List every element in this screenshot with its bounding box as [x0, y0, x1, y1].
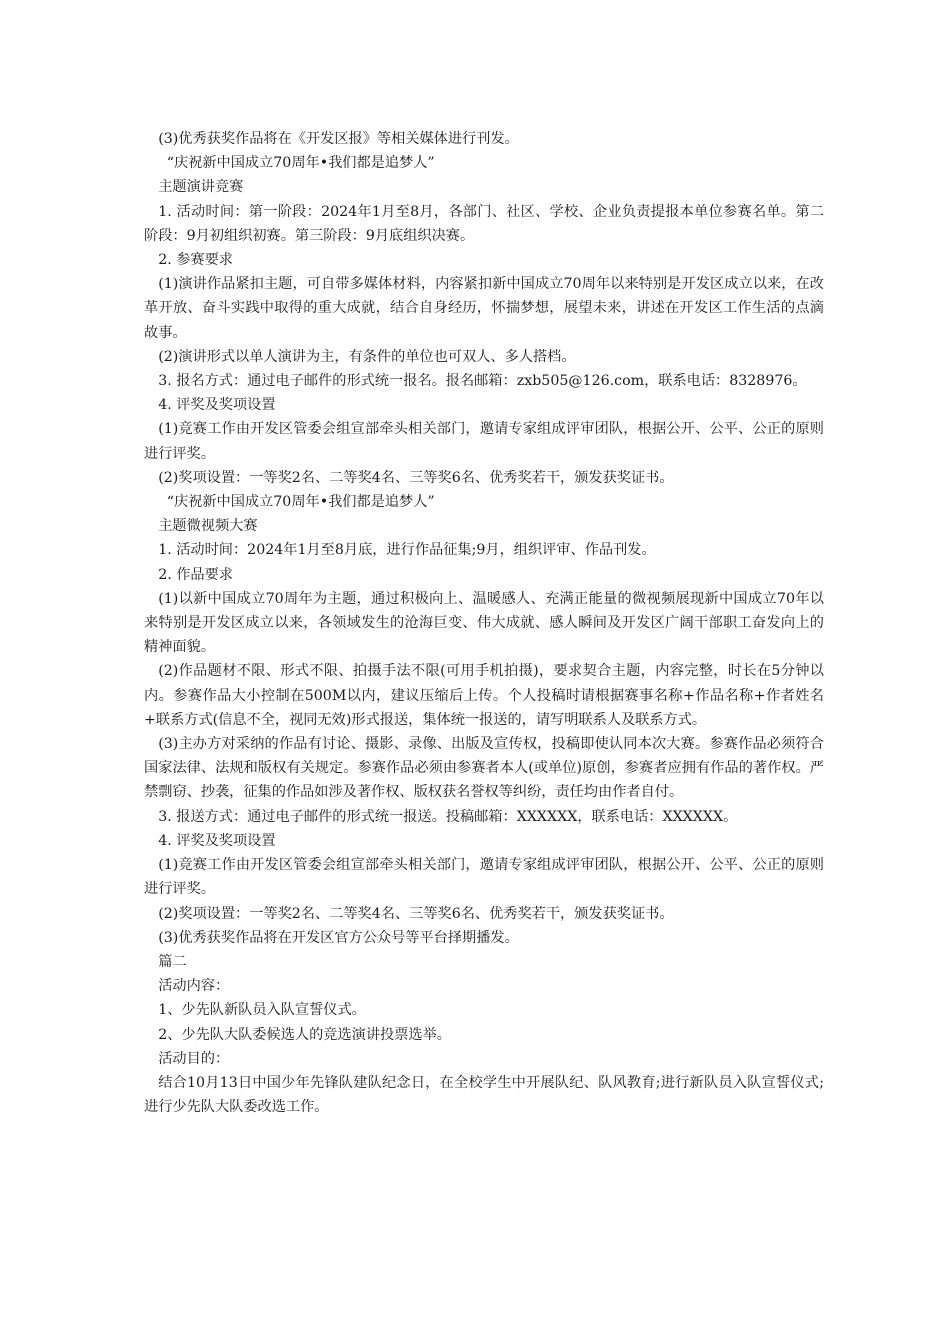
document-paragraph: 3. 报送方式：通过电子邮件的形式统一报送。投稿邮箱：XXXXXX，联系电话：XXXXXX。 [158, 808, 738, 825]
document-paragraph: (2)演讲形式以单人演讲为主，有条件的单位也可双人、多人搭档。 [158, 348, 576, 365]
document-paragraph: 活动目的： [158, 1050, 230, 1067]
document-paragraph: 主题演讲竞赛 [158, 179, 244, 196]
document-paragraph: (2)奖项设置：一等奖2名、二等奖4名、三等奖6名、优秀奖若干，颁发获奖证书。 [158, 469, 674, 486]
document-paragraph: 3. 报名方式：通过电子邮件的形式统一报名。报名邮箱：zxb505@126.com，联系电话：8328976。 [158, 373, 807, 390]
document-paragraph: 结合10月13日中国少年先锋队建队纪念日，在全校学生中开展队纪、队风教育;进行新队员入队宣誓仪式;进行少先队大队委改选工作。 [144, 1074, 824, 1116]
document-paragraph: (3)主办方对采纳的作品有讨论、摄影、录像、出版及宣传权，投稿即使认同本次大赛。参赛作品必须符合国家法律、法规和版权有关规定。参赛作品必须由参赛者本人(或单位)原创，参赛者应拥有作品的著作权。严禁剽窃、抄袭，征集的作品如涉及著作权、版权获名誉权等纠纷，责任均由作者自付。 [144, 736, 824, 801]
document-paragraph: (2)奖项设置：一等奖2名、二等奖4名、三等奖6名、优秀奖若干，颁发获奖证书。 [158, 905, 674, 922]
document-paragraph: (1)以新中国成立70周年为主题，通过积极向上、温暖感人、充满正能量的微视频展现新中国成立70年以来特别是开发区成立以来，各领域发生的沧海巨变、伟大成就、感人瞬间及开发区广阔干部职工奋发向上的精神面貌。 [144, 590, 824, 656]
document-paragraph: (2)作品题材不限、形式不限、拍摄手法不限(可用手机拍摄)，要求契合主题，内容完整，时长在5分钟以内。参赛作品大小控制在500M以内，建议压缩后上传。个人投稿时请根据赛事名称+作品名称+作者姓名+联系方式(信息不全，视同无效)形式报送，集体统一报送的，请写明联系人及联系方式。 [144, 663, 824, 728]
document-paragraph: 4. 评奖及奖项设置 [158, 397, 276, 414]
document-paragraph: 1. 活动时间：第一阶段：2024年1月至8月，各部门、社区、学校、企业负责提报本单位参赛名单。第二阶段：9月初组织初赛。第三阶段：9月底组织决赛。 [144, 203, 824, 244]
document-paragraph: 篇二 [158, 953, 187, 970]
document-paragraph: (3)优秀获奖作品将在《开发区报》等相关媒体进行刊发。 [158, 131, 519, 147]
document-paragraph: “庆祝新中国成立70周年•我们都是追梦人” [166, 155, 435, 172]
document-paragraph: 2、少先队大队委候选人的竞选演讲投票选举。 [158, 1026, 451, 1043]
document-body [144, 127, 824, 1119]
document-paragraph: 2. 作品要求 [158, 566, 233, 583]
document-paragraph: (1)竞赛工作由开发区管委会组宣部牵头相关部门，邀请专家组成评审团队，根据公开、公平、公正的原则进行评奖。 [144, 857, 824, 898]
document-paragraph: 4. 评奖及奖项设置 [158, 832, 276, 849]
document-paragraph: 1. 活动时间：2024年1月至8月底，进行作品征集;9月，组织评审、作品刊发。 [158, 542, 656, 559]
document-paragraph: (3)优秀获奖作品将在开发区官方公众号等平台择期播发。 [158, 929, 519, 946]
document-paragraph: 2. 参赛要求 [158, 252, 233, 269]
document-paragraph: 活动内容： [158, 978, 230, 995]
document-paragraph: 1、少先队新队员入队宣誓仪式。 [158, 1002, 366, 1019]
document-paragraph: “庆祝新中国成立70周年•我们都是追梦人” [166, 494, 435, 511]
document-paragraph: (1)演讲作品紧扣主题，可自带多媒体材料，内容紧扣新中国成立70周年以来特别是开发区成立以来，在改革开放、奋斗实践中取得的重大成就，结合自身经历，怀揣梦想，展望未来，讲述在开发区工作生活的点滴故事。 [144, 276, 824, 341]
document-paragraph: (1)竞赛工作由开发区管委会组宣部牵头相关部门，邀请专家组成评审团队，根据公开、公平、公正的原则进行评奖。 [144, 421, 824, 462]
document-paragraph: 主题微视频大赛 [158, 518, 258, 535]
